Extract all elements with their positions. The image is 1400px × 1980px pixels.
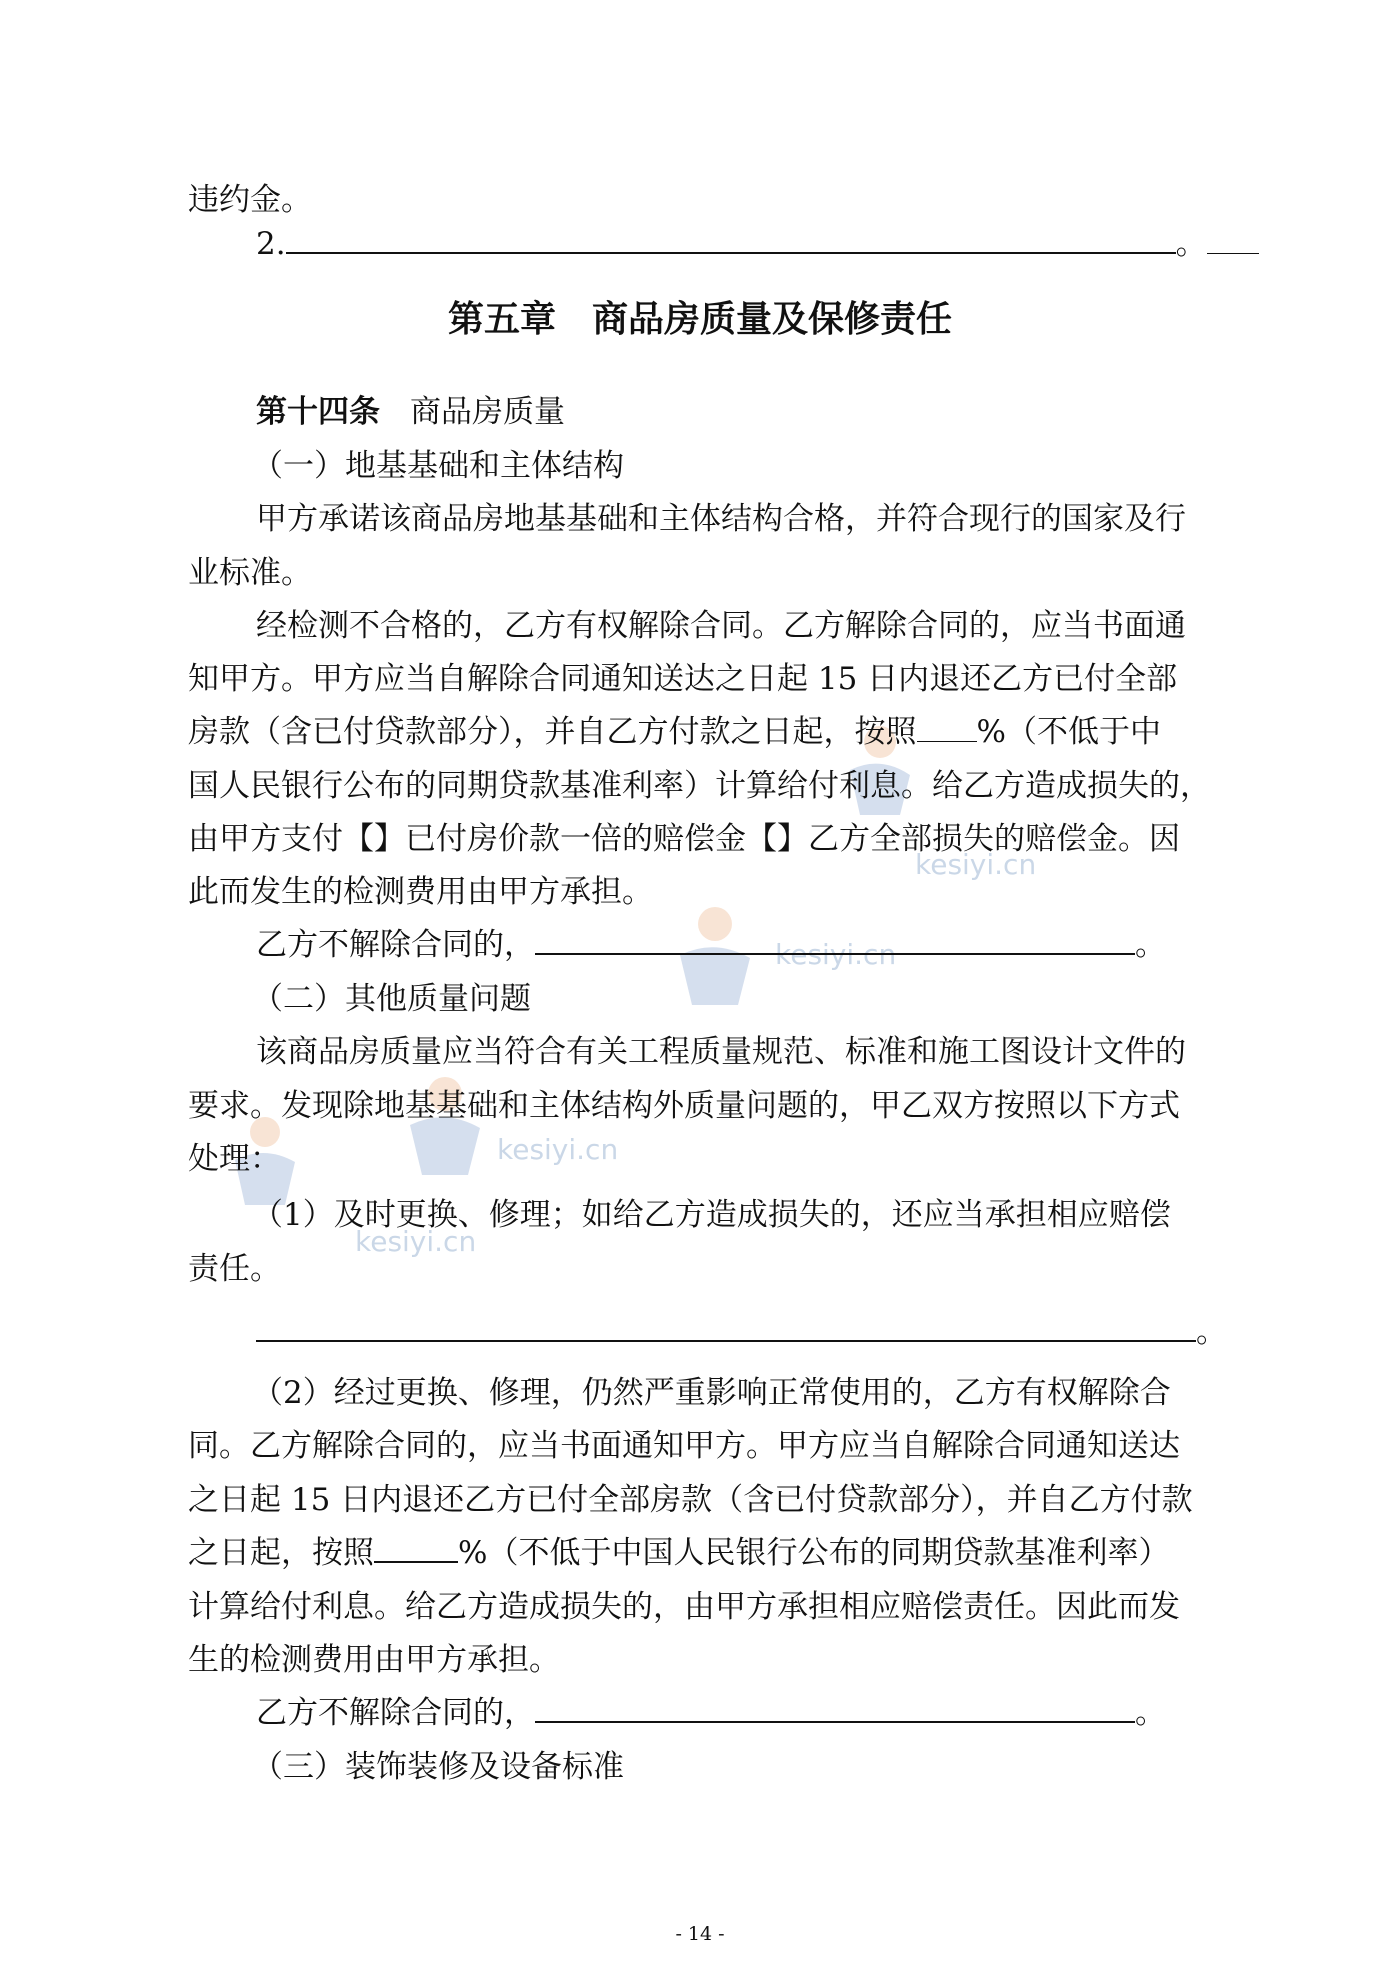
watermark-text: kesiyi.cn bbox=[497, 1133, 619, 1166]
paragraph-line: 国人民银行公布的同期贷款基准利率）计算给付利息。给乙方造成损失的， bbox=[188, 768, 1211, 804]
fill-in-blank[interactable] bbox=[286, 224, 1176, 254]
paragraph-line: 之日起，按照 %（不低于中国人民银行公布的同期贷款基准利率） bbox=[188, 1535, 1170, 1571]
fill-in-blank[interactable] bbox=[256, 1312, 1196, 1342]
page-number: - 14 - bbox=[675, 1923, 725, 1945]
paragraph-line: 由甲方支付【】已付房价款一倍的赔偿金【】乙方全部损失的赔偿金。因 bbox=[188, 821, 1180, 857]
article-number: 第十四条 bbox=[256, 394, 380, 430]
item-2-line: 2. 。 bbox=[256, 224, 1259, 264]
section-heading: （一）地基基础和主体结构 bbox=[252, 448, 624, 484]
list-item-1: （1）及时更换、修理；如给乙方造成损失的，还应当承担相应赔偿 bbox=[252, 1197, 1171, 1233]
article-title: 商品房质量 bbox=[410, 394, 565, 430]
watermark-text: kesiyi.cn bbox=[355, 1225, 477, 1258]
paragraph-line: 该商品房质量应当符合有关工程质量规范、标准和施工图设计文件的 bbox=[256, 1034, 1186, 1070]
paragraph-line: 计算给付利息。给乙方造成损失的，由甲方承担相应赔偿责任。因此而发 bbox=[188, 1589, 1180, 1625]
fill-in-blank[interactable] bbox=[535, 925, 1135, 955]
watermark-text: kesiyi.cn bbox=[775, 938, 897, 971]
interest-rate-blank[interactable] bbox=[374, 1533, 458, 1563]
section-heading: （二）其他质量问题 bbox=[252, 981, 531, 1017]
chapter-title: 第五章 商品房质量及保修责任 bbox=[447, 299, 953, 340]
article-heading bbox=[256, 392, 565, 432]
list-item-2: （2）经过更换、修理，仍然严重影响正常使用的，乙方有权解除合 bbox=[252, 1375, 1171, 1411]
paragraph-line: 处理： bbox=[188, 1141, 281, 1177]
paragraph-line: 此而发生的检测费用由甲方承担。 bbox=[188, 874, 653, 910]
paragraph-line: 甲方承诺该商品房地基基础和主体结构合格，并符合现行的国家及行 bbox=[256, 501, 1186, 537]
interest-rate-blank[interactable] bbox=[917, 713, 977, 742]
paragraph-line: 之日起 15 日内退还乙方已付全部房款（含已付贷款部分），并自乙方付款 bbox=[188, 1482, 1193, 1518]
prev-paragraph-tail: 违约金。 bbox=[188, 182, 312, 218]
paragraph-line: 生的检测费用由甲方承担。 bbox=[188, 1642, 560, 1678]
paragraph-line: 知甲方。甲方应当自解除合同通知送达之日起 15 日内退还乙方已付全部 bbox=[188, 661, 1178, 697]
paragraph-line: 乙方不解除合同的， 。 bbox=[256, 927, 1166, 963]
watermark-text: kesiyi.cn bbox=[915, 848, 1037, 881]
paragraph-line: 同。乙方解除合同的，应当书面通知甲方。甲方应当自解除合同通知送达 bbox=[188, 1428, 1180, 1464]
blank-line: 。 bbox=[256, 1312, 1227, 1352]
paragraph-line: 要求。发现除地基基础和主体结构外质量问题的，甲乙双方按照以下方式 bbox=[188, 1088, 1180, 1124]
paragraph-line: 经检测不合格的，乙方有权解除合同。乙方解除合同的，应当书面通 bbox=[256, 608, 1186, 644]
fill-in-blank[interactable] bbox=[535, 1693, 1135, 1723]
paragraph-line: 业标准。 bbox=[188, 555, 312, 591]
fill-in-blank[interactable] bbox=[1207, 225, 1259, 254]
paragraph-line: 责任。 bbox=[188, 1251, 281, 1287]
section-heading: （三）装饰装修及设备标准 bbox=[252, 1749, 624, 1785]
paragraph-line: 房款（含已付贷款部分），并自乙方付款之日起，按照 %（不低于中 bbox=[188, 714, 1161, 750]
paragraph-line: 乙方不解除合同的， 。 bbox=[256, 1695, 1166, 1731]
watermark-figure-icon bbox=[640, 900, 790, 1030]
